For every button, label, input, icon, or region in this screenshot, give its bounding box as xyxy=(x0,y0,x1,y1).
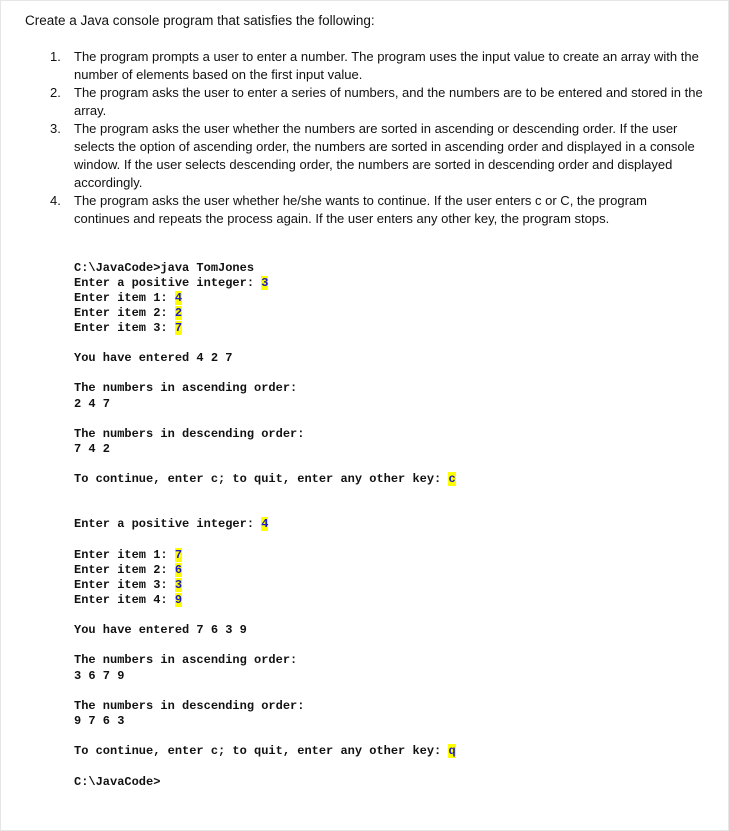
console-item-line xyxy=(74,578,182,593)
requirement-text: The program asks the user whether the numbers are sorted in ascending or descending order. If the user selects the option of ascending order, the numbers are sorted in ascending order and displayed in a console window. If the user selects descending order, the numbers are sorted in descending order and displayed accordingly. xyxy=(74,121,695,190)
console-prompt-text: To continue, enter c; to quit, enter any other key: xyxy=(74,472,449,486)
console-item-line xyxy=(74,563,182,578)
console-user-input: 7 xyxy=(174,321,183,335)
requirement-item xyxy=(24,48,704,84)
console-ascending-values: 3 6 7 9 xyxy=(74,669,125,683)
requirement-text: The program asks the user whether he/she wants to continue. If the user enters c or C, the program continues and repeats the process again. If the user enters any other key, the program stops. xyxy=(74,193,648,226)
console-descending-values: 7 4 2 xyxy=(74,442,111,456)
console-entered-summary: You have entered 7 6 3 9 xyxy=(74,623,247,637)
console-item-line xyxy=(74,306,182,321)
requirement-number: 1. xyxy=(50,49,61,64)
console-user-input: 4 xyxy=(261,517,269,531)
console-continue-prompt xyxy=(74,744,456,759)
console-prompt-text: Enter a positive integer: xyxy=(74,276,262,290)
console-entered-summary: You have entered 4 2 7 xyxy=(74,351,233,365)
requirement-number: 2. xyxy=(50,85,61,100)
console-final-prompt: C:\JavaCode> xyxy=(74,775,161,789)
requirement-text: The program asks the user to enter a series of numbers, and the numbers are to be entered and stored in the array. xyxy=(74,85,703,118)
console-item-label: Enter item 1: xyxy=(74,291,175,305)
console-user-input: 9 xyxy=(174,593,183,607)
console-user-input: 6 xyxy=(174,563,183,577)
console-item-label: Enter item 3: xyxy=(74,578,175,592)
console-item-label: Enter item 3: xyxy=(74,321,175,335)
requirement-number: 4. xyxy=(50,193,61,208)
console-descending-label: The numbers in descending order: xyxy=(74,427,305,441)
console-prompt-text: To continue, enter c; to quit, enter any other key: xyxy=(74,744,449,758)
console-descending-values: 9 7 6 3 xyxy=(74,714,125,728)
requirement-item xyxy=(24,120,704,192)
requirement-item xyxy=(24,84,704,120)
console-item-label: Enter item 2: xyxy=(74,563,175,577)
console-item-label: Enter item 2: xyxy=(74,306,175,320)
page-heading: Create a Java console program that satisfies the following: xyxy=(25,13,375,28)
requirement-item xyxy=(24,192,704,228)
console-prompt-text: Enter a positive integer: xyxy=(74,517,262,531)
console-user-input: 3 xyxy=(174,578,183,592)
console-user-input: q xyxy=(448,744,456,758)
requirement-number: 3. xyxy=(50,121,61,136)
console-user-input: 4 xyxy=(174,291,183,305)
console-user-input: 3 xyxy=(261,276,269,290)
console-ascending-label: The numbers in ascending order: xyxy=(74,653,298,667)
console-user-input: 7 xyxy=(174,548,183,562)
console-user-input: 2 xyxy=(174,306,183,320)
console-item-line xyxy=(74,291,182,306)
console-item-label: Enter item 4: xyxy=(74,593,175,607)
console-item-label: Enter item 1: xyxy=(74,548,175,562)
console-item-line xyxy=(74,593,182,608)
requirement-text: The program prompts a user to enter a number. The program uses the input value to create an array with the number of elements based on the first input value. xyxy=(74,49,699,82)
console-item-line xyxy=(74,321,182,336)
console-positive-prompt xyxy=(74,276,268,291)
console-descending-label: The numbers in descending order: xyxy=(74,699,305,713)
console-ascending-values: 2 4 7 xyxy=(74,397,111,411)
console-item-line xyxy=(74,548,182,563)
console-command-line: C:\JavaCode>java TomJones xyxy=(74,261,255,275)
console-positive-prompt xyxy=(74,517,268,532)
requirements-list xyxy=(24,48,704,228)
console-continue-prompt xyxy=(74,472,456,487)
console-ascending-label: The numbers in ascending order: xyxy=(74,381,298,395)
console-user-input: c xyxy=(448,472,456,486)
